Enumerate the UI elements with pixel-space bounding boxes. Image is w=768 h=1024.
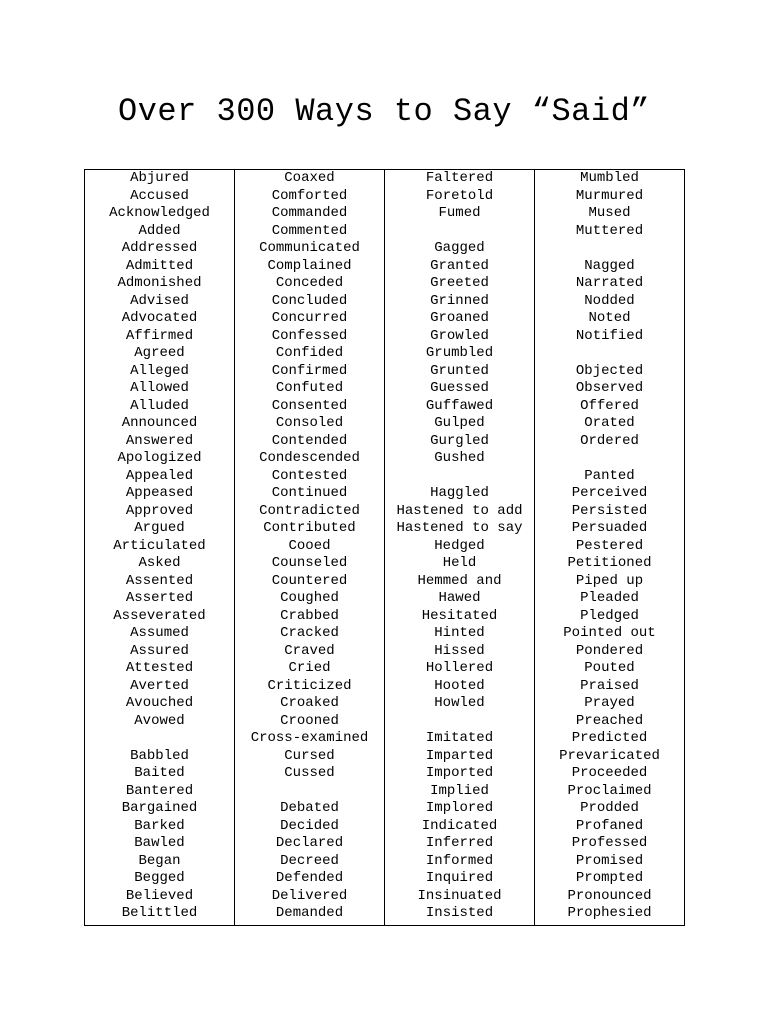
word-cell: Condescended (259, 450, 360, 466)
word-spacer (235, 783, 384, 801)
word-cell: Panted (584, 467, 635, 484)
word-cell: Hedged (434, 537, 485, 554)
word-cell: Began (138, 852, 181, 869)
word-cell: Gushed (434, 450, 485, 466)
word-cell: Cracked (280, 625, 339, 641)
word-cell: Articulated (113, 537, 206, 554)
word-cell: Cross-examined (250, 730, 369, 746)
word-cell: Held (442, 555, 477, 571)
word-cell: Noted (588, 310, 631, 326)
word-spacer (385, 223, 534, 241)
word-table (84, 169, 685, 926)
word-cell: Foretold (425, 187, 494, 204)
word-cell: Croaked (280, 695, 339, 711)
word-cell: Fumed (438, 205, 481, 221)
word-cell: Pleaded (580, 590, 639, 606)
word-cell: Babbled (130, 747, 189, 764)
word-cell: Abjured (130, 170, 189, 186)
word-cell: Grinned (430, 292, 489, 309)
word-cell: Debated (280, 800, 339, 816)
word-cell: Hinted (434, 625, 485, 641)
word-cell: Commanded (271, 205, 348, 221)
word-cell: Nodded (584, 292, 635, 309)
word-cell: Notified (575, 327, 644, 344)
word-cell: Added (138, 222, 181, 239)
word-cell: Communicated (259, 240, 360, 256)
word-cell: Conceded (275, 275, 344, 291)
word-cell: Asked (138, 555, 181, 571)
word-column-3 (385, 170, 535, 925)
word-cell: Contributed (263, 520, 356, 536)
word-cell: Alleged (130, 362, 189, 379)
word-cell: Appeased (125, 485, 194, 501)
word-cell: Concluded (271, 292, 348, 309)
word-cell: Muttered (575, 222, 644, 239)
word-cell: Accused (130, 187, 189, 204)
word-column-4 (535, 170, 684, 925)
word-cell: Averted (130, 677, 189, 694)
word-cell: Commented (271, 222, 348, 239)
word-cell: Implored (425, 800, 494, 816)
word-cell: Persuaded (571, 520, 648, 536)
word-cell: Admitted (125, 257, 194, 274)
word-cell: Bantered (125, 782, 194, 799)
word-cell: Delivered (271, 887, 348, 904)
word-cell: Hesitated (421, 607, 498, 624)
word-cell: Pledged (580, 607, 639, 624)
word-cell: Offered (580, 397, 639, 414)
word-cell: Acknowledged (109, 205, 210, 221)
word-cell: Argued (134, 520, 185, 536)
word-cell: Decided (280, 817, 339, 834)
word-cell: Announced (121, 415, 198, 431)
word-cell: Prompted (575, 870, 644, 886)
word-cell: Defended (275, 870, 344, 886)
word-cell: Bawled (134, 835, 185, 851)
word-cell: Allowed (130, 380, 189, 396)
word-cell: Barked (134, 817, 185, 834)
word-cell: Answered (125, 432, 194, 449)
word-cell: Grumbled (425, 345, 494, 361)
word-cell: Hooted (434, 677, 485, 694)
word-cell: Mumbled (580, 170, 639, 186)
word-cell: Hastened to add (396, 502, 523, 519)
word-cell: Guessed (430, 380, 489, 396)
word-cell: Perceived (571, 485, 648, 501)
word-cell: Inquired (425, 870, 494, 886)
word-cell: Hissed (434, 642, 485, 659)
word-cell: Informed (425, 852, 494, 869)
word-cell: Prophesied (567, 905, 652, 921)
word-cell: Avouched (125, 695, 194, 711)
word-cell: Murmured (575, 187, 644, 204)
word-cell: Cooed (288, 537, 331, 554)
word-spacer (385, 468, 534, 486)
word-cell: Pestered (575, 537, 644, 554)
word-spacer (535, 240, 684, 258)
word-cell: Advocated (121, 310, 198, 326)
word-cell: Begged (134, 870, 185, 886)
word-cell: Continued (271, 485, 348, 501)
word-spacer (385, 713, 534, 731)
word-cell: Addressed (121, 240, 198, 256)
word-cell: Pointed out (563, 625, 656, 641)
word-cell: Coughed (280, 590, 339, 606)
word-cell: Bargained (121, 800, 198, 816)
word-cell: Crooned (280, 712, 339, 729)
word-cell: Gurgled (430, 432, 489, 449)
word-cell: Alluded (130, 397, 189, 414)
word-cell: Affirmed (125, 327, 194, 344)
word-cell: Cried (288, 660, 331, 676)
word-cell: Greeted (430, 275, 489, 291)
word-cell: Hemmed and (417, 572, 502, 589)
word-cell: Hastened to say (396, 520, 523, 536)
word-cell: Assumed (130, 625, 189, 641)
word-cell: Petitioned (567, 555, 652, 571)
word-cell: Pronounced (567, 887, 652, 904)
word-cell: Declared (275, 835, 344, 851)
word-cell: Pouted (584, 660, 635, 676)
word-cell: Hawed (438, 590, 481, 606)
word-cell: Imitated (425, 730, 494, 746)
word-cell: Implied (430, 782, 489, 799)
word-cell: Contended (271, 432, 348, 449)
word-spacer (535, 345, 684, 363)
word-cell: Comforted (271, 187, 348, 204)
word-cell: Profaned (575, 817, 644, 834)
word-cell: Contradicted (259, 502, 360, 519)
word-cell: Guffawed (425, 397, 494, 414)
word-cell: Imparted (425, 747, 494, 764)
word-cell: Piped up (575, 572, 644, 589)
word-cell: Pondered (575, 642, 644, 659)
word-cell: Consented (271, 397, 348, 414)
word-cell: Concurred (271, 310, 348, 326)
word-cell: Predicted (571, 730, 648, 746)
word-cell: Demanded (275, 905, 344, 921)
word-column-2 (235, 170, 385, 925)
word-cell: Counseled (271, 555, 348, 571)
word-cell: Confessed (271, 327, 348, 344)
word-cell: Indicated (421, 817, 498, 834)
word-cell: Howled (434, 695, 485, 711)
word-cell: Complained (267, 257, 352, 274)
word-cell: Agreed (134, 345, 185, 361)
word-cell: Believed (125, 887, 194, 904)
word-cell: Asseverated (113, 607, 206, 624)
word-cell: Appealed (125, 467, 194, 484)
word-cell: Decreed (280, 852, 339, 869)
word-cell: Insinuated (417, 887, 502, 904)
word-cell: Assented (125, 572, 194, 589)
word-cell: Gagged (434, 240, 485, 256)
word-cell: Imported (425, 765, 494, 781)
word-cell: Attested (125, 660, 194, 676)
word-spacer (85, 730, 234, 748)
word-cell: Groaned (430, 310, 489, 326)
word-cell: Gulped (434, 415, 485, 431)
word-cell: Persisted (571, 502, 648, 519)
word-cell: Confirmed (271, 362, 348, 379)
word-cell: Avowed (134, 712, 185, 729)
word-cell: Advised (130, 292, 189, 309)
word-cell: Promised (575, 852, 644, 869)
word-cell: Observed (575, 380, 644, 396)
word-cell: Nagged (584, 257, 635, 274)
word-cell: Inferred (425, 835, 494, 851)
word-cell: Cursed (284, 747, 335, 764)
word-cell: Apologized (117, 450, 202, 466)
word-cell: Orated (584, 415, 635, 431)
word-cell: Prayed (584, 695, 635, 711)
word-cell: Asserted (125, 590, 194, 606)
word-cell: Granted (430, 257, 489, 274)
word-cell: Grunted (430, 362, 489, 379)
word-cell: Craved (284, 642, 335, 659)
word-cell: Consoled (275, 415, 344, 431)
word-cell: Coaxed (284, 170, 335, 186)
word-cell: Prevaricated (559, 747, 660, 764)
word-cell: Baited (134, 765, 185, 781)
word-cell: Crabbed (280, 607, 339, 624)
word-cell: Prodded (580, 800, 639, 816)
word-cell: Confuted (275, 380, 344, 396)
word-column-1 (85, 170, 235, 925)
word-spacer (535, 450, 684, 468)
word-cell: Objected (575, 362, 644, 379)
word-cell: Belittled (121, 905, 198, 921)
word-cell: Cussed (284, 765, 335, 781)
word-cell: Preached (575, 712, 644, 729)
word-cell: Contested (271, 467, 348, 484)
word-cell: Approved (125, 502, 194, 519)
word-cell: Criticized (267, 677, 352, 694)
word-cell: Insisted (425, 905, 494, 921)
page-title: Over 300 Ways to Say “Said” (118, 93, 650, 130)
word-cell: Narrated (575, 275, 644, 291)
word-cell: Professed (571, 835, 648, 851)
word-cell: Confided (275, 345, 344, 361)
word-cell: Haggled (430, 485, 489, 501)
word-cell: Proclaimed (567, 782, 652, 799)
word-cell: Proceeded (571, 765, 648, 781)
word-cell: Praised (580, 677, 639, 694)
word-cell: Faltered (425, 170, 494, 186)
word-cell: Mused (588, 205, 631, 221)
word-cell: Admonished (117, 275, 202, 291)
word-cell: Ordered (580, 432, 639, 449)
word-cell: Countered (271, 572, 348, 589)
word-cell: Assured (130, 642, 189, 659)
word-cell: Growled (430, 327, 489, 344)
word-cell: Hollered (425, 660, 494, 676)
